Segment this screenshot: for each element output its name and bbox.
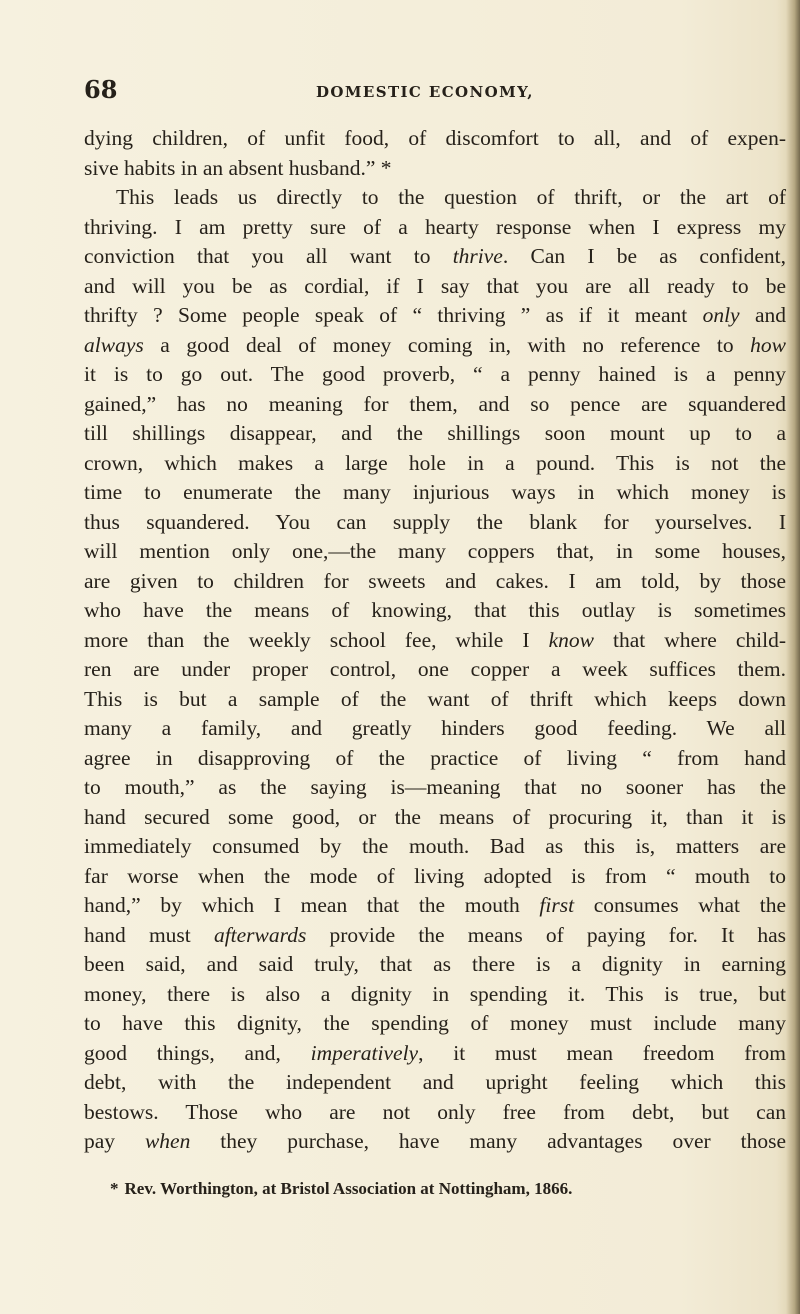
- text-line: good things, and, imperatively, it must mean freedom from: [84, 1040, 786, 1065]
- text-line: hand,” by which I mean that the mouth first consumes what the: [84, 893, 786, 917]
- footnote: [110, 1178, 786, 1200]
- text-line: agree in disapproving of the practice of living “ from hand: [84, 745, 786, 770]
- text-line: it is to go out. The good proverb, “ a penny hained is a penny: [84, 362, 786, 386]
- page-number: 68: [84, 75, 118, 104]
- text-line: till shillings disappear, and the shillings soon mount up to a: [84, 421, 786, 445]
- body-text: [84, 124, 786, 1157]
- text-line: are given to children for sweets and cakes. I am told, by those: [84, 568, 786, 593]
- text-line: dying children, of unfit food, of discomfort to all, and of expen-: [84, 126, 786, 150]
- text-line: This is but a sample of the want of thrift which keeps down: [84, 686, 786, 711]
- text-line: thriving. I am pretty sure of a hearty response when I express my: [84, 214, 786, 239]
- text-line: This leads us directly to the question of thrift, or the art of: [116, 185, 786, 209]
- text-line: gained,” has no meaning for them, and so pence are squandered: [84, 391, 786, 416]
- text-line: and will you be as cordial, if I say that you are all ready to be: [84, 273, 786, 298]
- text-line: bestows. Those who are not only free from debt, but can: [84, 1099, 786, 1124]
- text-line: time to enumerate the many injurious ways in which money is: [84, 480, 786, 504]
- text-line: far worse when the mode of living adopted is from “ mouth to: [84, 863, 786, 888]
- text-line: pay when they purchase, have many advantages over those: [84, 1129, 787, 1153]
- text-line: debt, with the independent and upright feeling which this: [84, 1070, 786, 1094]
- text-line: been said, and said truly, that as there is a dignity in earning: [84, 952, 786, 976]
- text-line: hand must afterwards provide the means of paying for. It has: [84, 922, 786, 947]
- footnote-marker: *: [110, 1179, 119, 1198]
- text-line: to mouth,” as the saying is—meaning that no sooner has the: [84, 775, 786, 799]
- text-line: conviction that you all want to thrive. Can I be as confident,: [84, 244, 786, 268]
- text-line: who have the means of knowing, that this outlay is sometimes: [84, 598, 786, 622]
- text-line: more than the weekly school fee, while I know that where child-: [84, 627, 786, 652]
- text-line: immediately consumed by the mouth. Bad as this is, matters are: [84, 834, 786, 858]
- text-line: sive habits in an absent husband.” *: [84, 155, 392, 180]
- footnote-text: Rev. Worthington, at Bristol Association at Nottingham, 1866.: [124, 1179, 573, 1198]
- text-line: thus squandered. You can supply the blank for yourselves. I: [84, 509, 786, 534]
- text-line: money, there is also a dignity in spending it. This is true, but: [84, 981, 786, 1006]
- text-line: always a good deal of money coming in, with no reference to how: [84, 332, 786, 357]
- text-line: to have this dignity, the spending of money must include many: [84, 1011, 786, 1035]
- text-line: thrifty ? Some people speak of “ thriving ” as if it meant only and: [84, 303, 786, 327]
- text-line: will mention only one,—the many coppers that, in some houses,: [84, 539, 786, 563]
- text-line: hand secured some good, or the means of procuring it, than it is: [84, 804, 786, 829]
- text-line: crown, which makes a large hole in a pound. This is not the: [84, 450, 786, 475]
- page-edge-shadow: [786, 0, 800, 1314]
- text-line: many a family, and greatly hinders good feeding. We all: [84, 716, 786, 740]
- page-header: [84, 72, 784, 112]
- running-head: DOMESTIC ECONOMY,: [316, 83, 534, 101]
- text-line: ren are under proper control, one copper a week suffices them.: [84, 657, 786, 681]
